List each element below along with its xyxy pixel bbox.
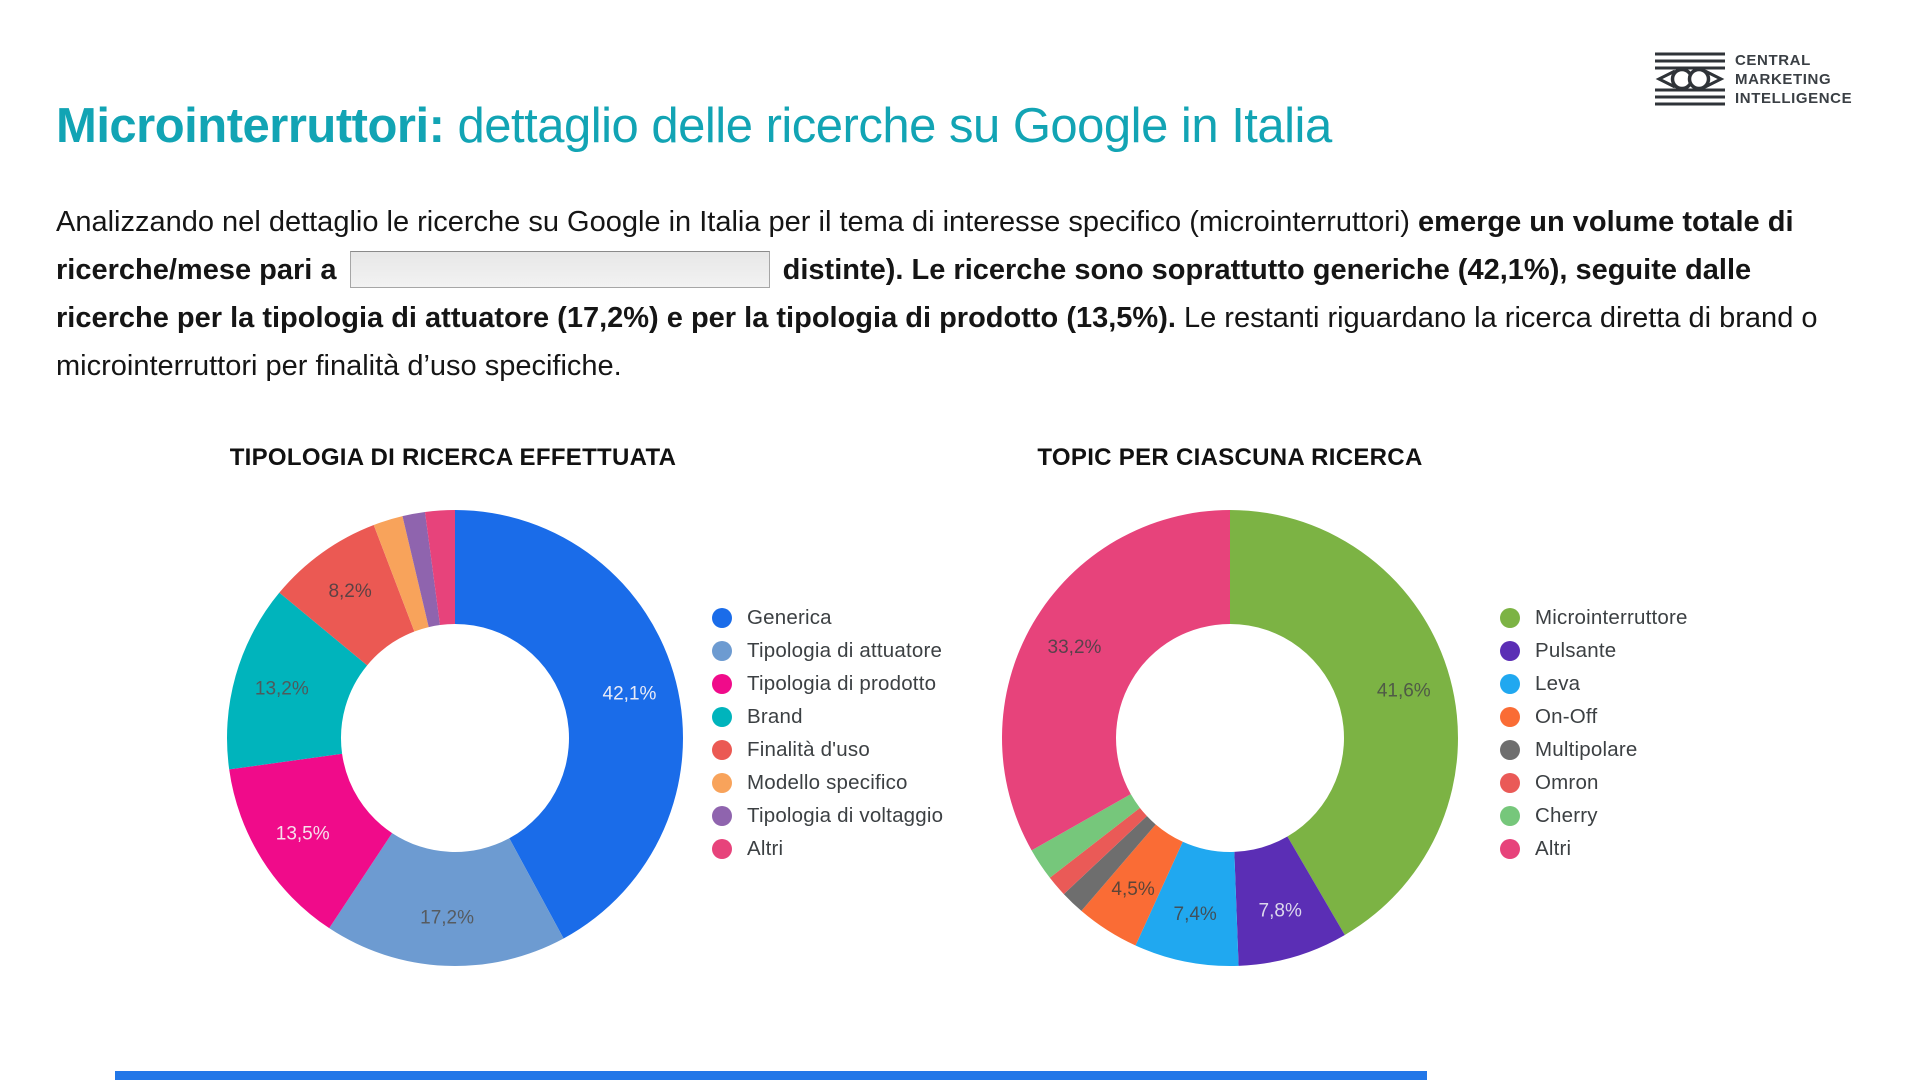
legend-color-dot	[712, 806, 732, 826]
slice-percent-label: 33,2%	[1047, 636, 1102, 658]
legend-color-dot	[1500, 641, 1520, 661]
legend-color-dot	[712, 707, 732, 727]
legend-item	[712, 838, 943, 860]
legend-color-dot	[1500, 773, 1520, 793]
legend-item	[1500, 838, 1688, 860]
page-title-subtitle: dettaglio delle ricerche su Google in Italia	[444, 99, 1332, 153]
legend-label: On-Off	[1535, 705, 1598, 728]
slice-percent-label: 13,5%	[275, 823, 330, 845]
legend-color-dot	[1500, 608, 1520, 628]
intro-paragraph	[56, 198, 1846, 390]
legend-label: Tipologia di prodotto	[747, 672, 937, 695]
legend-color-dot	[1500, 707, 1520, 727]
legend-color-dot	[712, 674, 732, 694]
legend-item	[712, 805, 943, 827]
legend-label: Modello specifico	[747, 771, 908, 794]
legend-color-dot	[712, 839, 732, 859]
donut-slice-altri	[1002, 510, 1230, 850]
donut-chart-topic	[997, 505, 1463, 971]
slice-percent-label: 4,5%	[1111, 879, 1155, 901]
legend-color-dot	[712, 740, 732, 760]
logo-text-line: INTELLIGENCE	[1735, 89, 1853, 107]
page-title-topic: Microinterruttori:	[56, 99, 445, 153]
legend-color-dot	[712, 773, 732, 793]
legend-item	[1500, 739, 1688, 761]
legend-label: Finalità d'uso	[747, 738, 870, 761]
legend-item	[712, 640, 943, 662]
legend-label: Microinterruttore	[1535, 606, 1688, 629]
legend-label: Generica	[747, 606, 832, 629]
legend-label: Leva	[1535, 672, 1581, 695]
legend-item	[1500, 772, 1688, 794]
paragraph-segment: emerge un volume totale di ricerche/mese pari a	[56, 206, 1794, 286]
legend-item	[1500, 673, 1688, 695]
legend-item	[712, 673, 943, 695]
donut-chart-tipologia	[222, 505, 688, 971]
legend-label: Multipolare	[1535, 738, 1638, 761]
slice-percent-label: 7,4%	[1173, 904, 1217, 926]
legend-color-dot	[712, 641, 732, 661]
legend-item	[1500, 607, 1688, 629]
legend-item	[712, 739, 943, 761]
slice-percent-label: 8,2%	[328, 581, 372, 603]
legend-item	[1500, 640, 1688, 662]
slice-percent-label: 17,2%	[420, 907, 475, 929]
legend-label: Brand	[747, 705, 803, 728]
slice-percent-label: 41,6%	[1376, 680, 1431, 702]
paragraph-segment: Analizzando nel dettaglio le ricerche su Google in Italia per il tema di interesse specifico (microinterruttori)	[56, 206, 1419, 238]
legend-label: Cherry	[1535, 804, 1598, 827]
chart-legend-right	[1500, 607, 1688, 871]
legend-color-dot	[1500, 674, 1520, 694]
paragraph-segment: Le restanti riguardano la ricerca diretta di brand o microinterruttori per finalità d’uso specifiche.	[56, 302, 1818, 382]
slice-percent-label: 7,8%	[1258, 900, 1302, 922]
legend-label: Altri	[1535, 837, 1572, 860]
legend-color-dot	[1500, 839, 1520, 859]
bottom-accent-bar	[115, 1071, 1427, 1080]
legend-item	[712, 706, 943, 728]
logo-text-line: MARKETING	[1735, 70, 1832, 88]
page-title	[56, 98, 1756, 154]
chart-title-right: TOPIC PER CIASCUNA RICERCA	[1037, 444, 1423, 471]
legend-color-dot	[1500, 806, 1520, 826]
legend-color-dot	[712, 608, 732, 628]
legend-item	[712, 607, 943, 629]
redacted-value-box	[350, 251, 770, 288]
legend-label: Altri	[747, 837, 784, 860]
legend-label: Omron	[1535, 771, 1599, 794]
chart-legend-left	[712, 607, 943, 871]
legend-label: Pulsante	[1535, 639, 1617, 662]
legend-item	[1500, 706, 1688, 728]
legend-color-dot	[1500, 740, 1520, 760]
chart-title-left: TIPOLOGIA DI RICERCA EFFETTUATA	[229, 444, 677, 471]
legend-item	[712, 772, 943, 794]
logo-text-line: CENTRAL	[1735, 51, 1811, 69]
slice-percent-label: 42,1%	[602, 683, 657, 705]
paragraph-segment: distinte). Le ricerche sono soprattutto generiche (42,1%), seguite dalle ricerche per la tipologia di attuatore (17,2%) e per la tipologia di prodotto (13,5%).	[56, 254, 1752, 334]
legend-label: Tipologia di voltaggio	[747, 804, 944, 827]
legend-item	[1500, 805, 1688, 827]
slice-percent-label: 13,2%	[254, 678, 309, 700]
legend-label: Tipologia di attuatore	[747, 639, 943, 662]
